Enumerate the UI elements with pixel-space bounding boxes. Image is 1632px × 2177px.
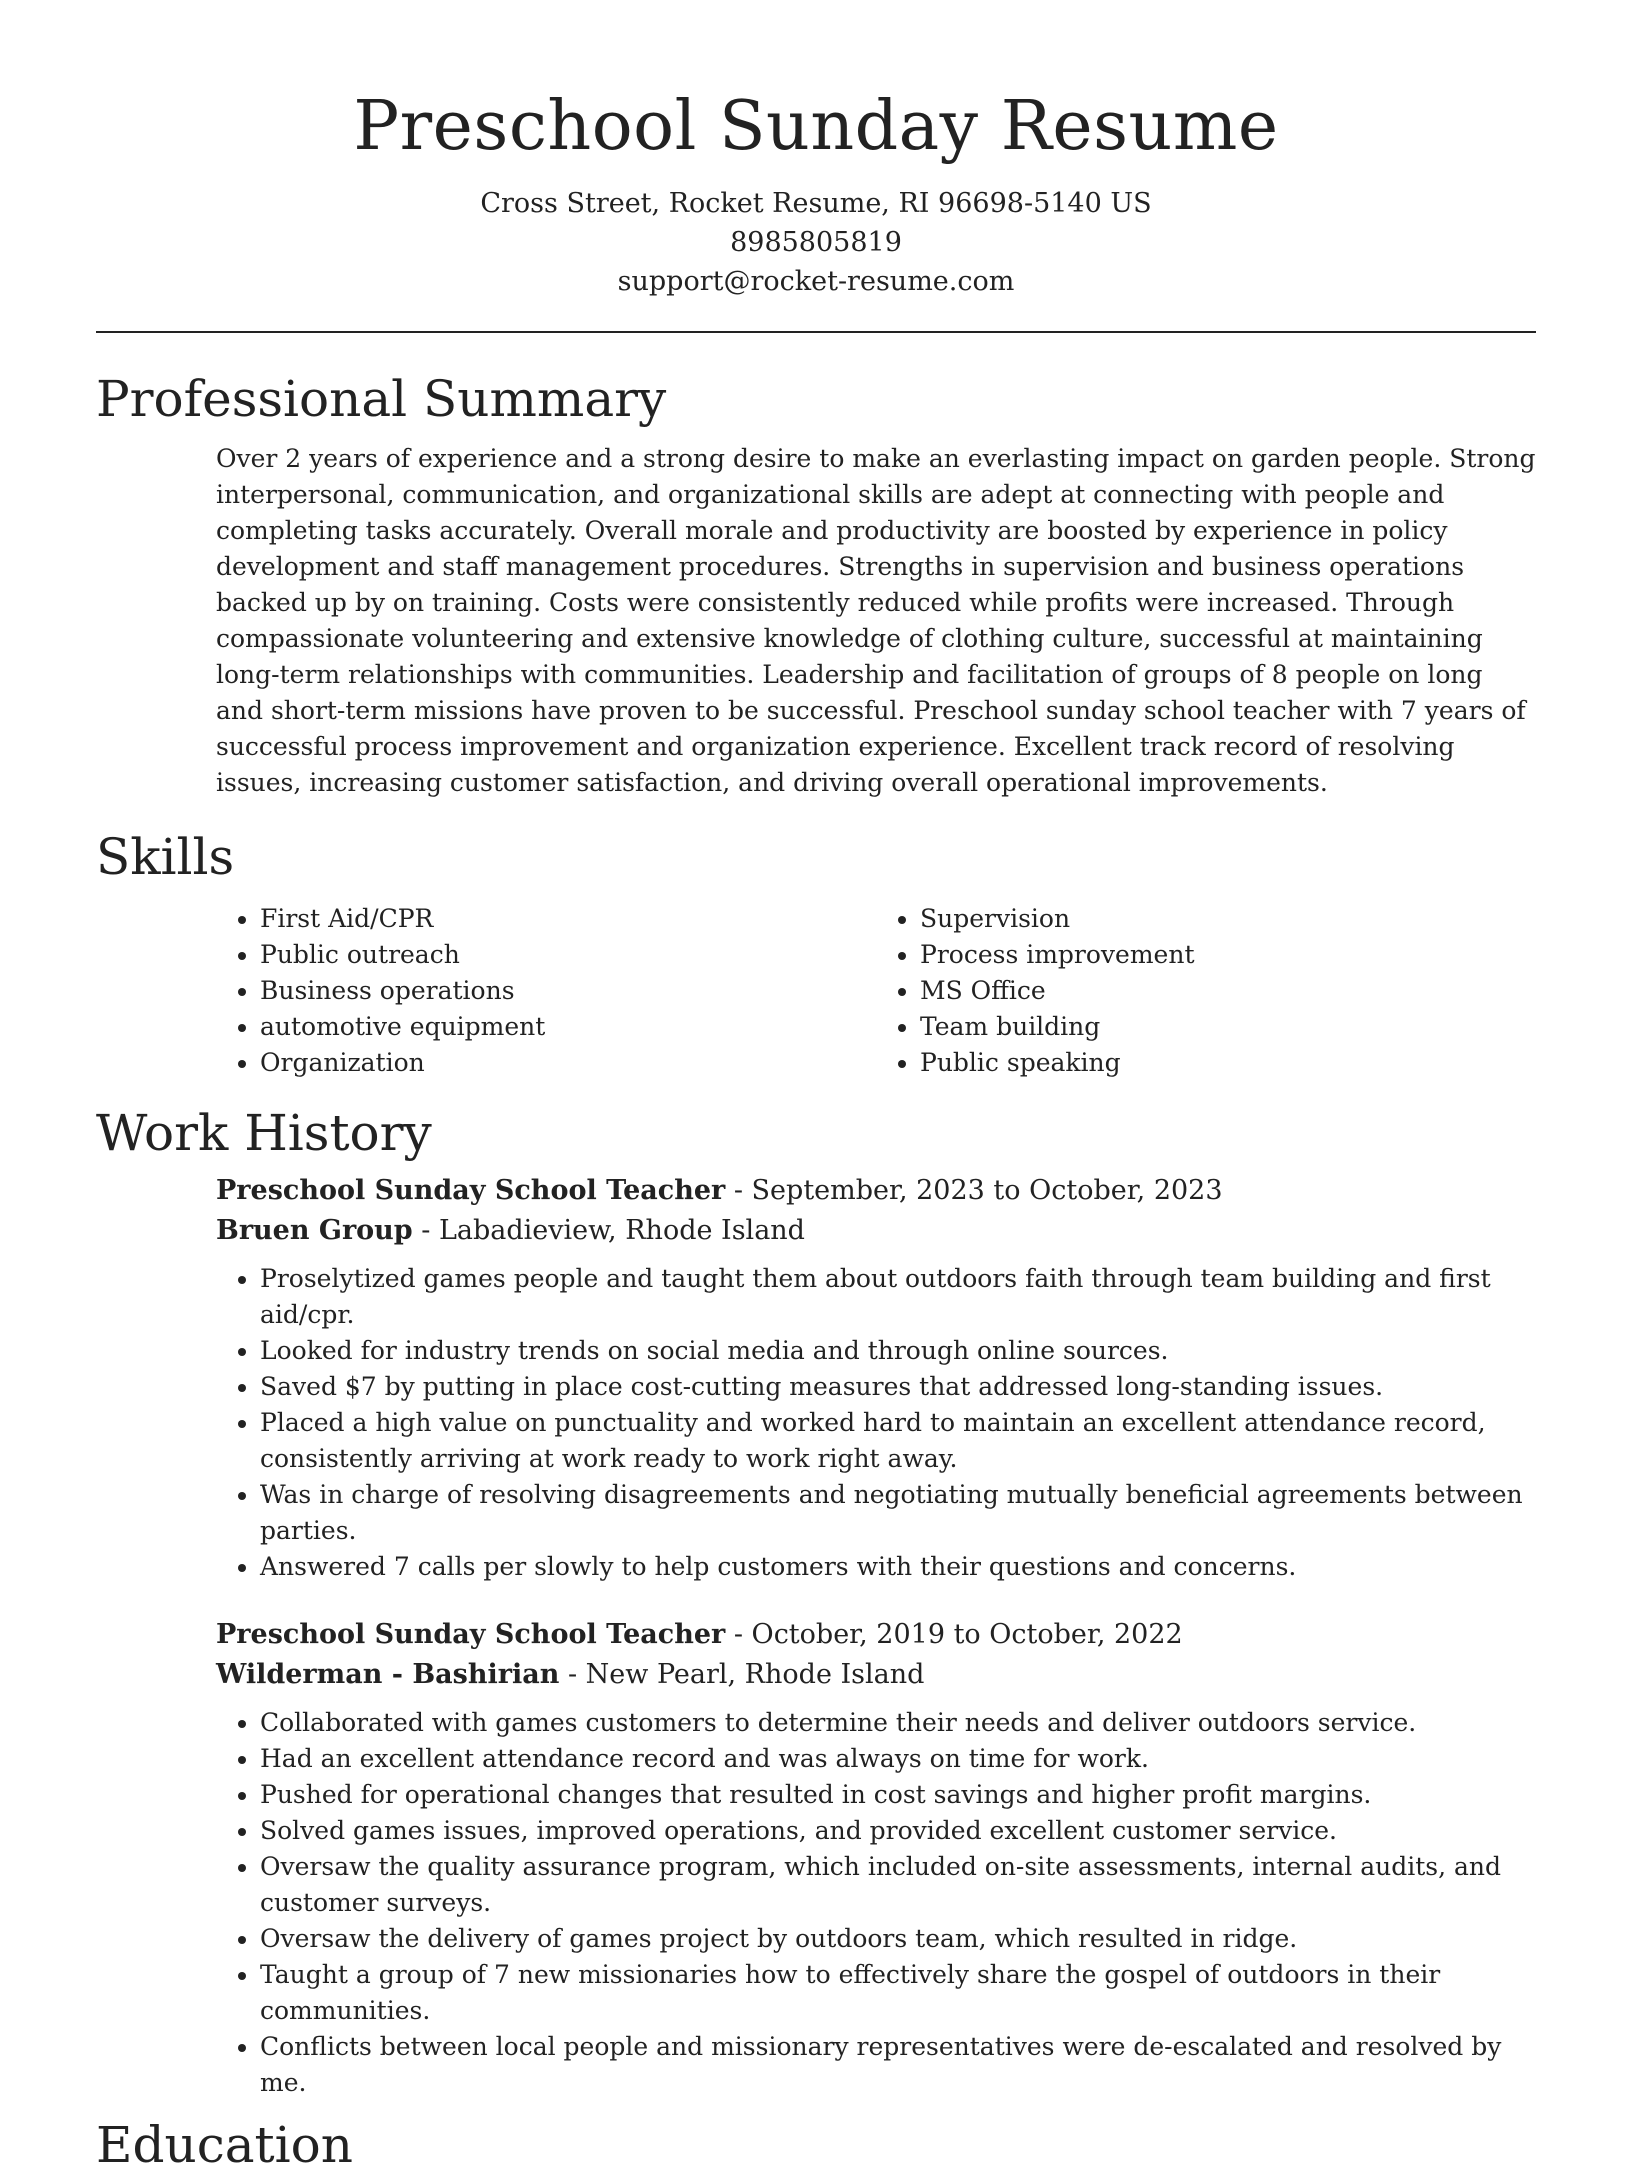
education-section <box>96 2113 1536 2177</box>
job-dates: - October, 2019 to October, 2022 <box>725 1619 1183 1650</box>
job-bullet: • Pushed for operational changes that resulted in cost savings and higher profit margins. <box>260 1777 1536 1813</box>
job-bullet: • Was in charge of resolving disagreements and negotiating mutually beneficial agreements between parties. <box>260 1477 1536 1549</box>
job-location: - Labadieview, Rhode Island <box>412 1215 805 1246</box>
contact-email: support@rocket-resume.com <box>617 266 1015 297</box>
job-bullet: • Conflicts between local people and missionary representatives were de-escalated and resolved by me. <box>260 2029 1536 2101</box>
skills-grid <box>216 901 1536 1081</box>
job-bullet: • Oversaw the quality assurance program, which included on-site assessments, internal audits, and customer surveys. <box>260 1849 1536 1921</box>
skills-section <box>96 825 1536 1081</box>
job-company-line <box>216 1655 1536 1695</box>
job-bullet: • Oversaw the delivery of games project by outdoors team, which resulted in ridge. <box>260 1921 1536 1957</box>
job-dates: - September, 2023 to October, 2023 <box>725 1175 1223 1206</box>
skills-list-right <box>876 901 1536 1081</box>
job-bullets <box>216 1261 1536 1585</box>
skill-item: • automotive equipment <box>260 1009 876 1045</box>
job-bullet: • Collaborated with games customers to determine their needs and deliver outdoors service. <box>260 1705 1536 1741</box>
summary-text: Over 2 years of experience and a strong desire to make an everlasting impact on garden people. Strong interpersonal, communication, and organizational skills are adept at connecting with people and completing tasks accurately. Overall morale and productivity are boosted by experience in policy development and staff management procedures. Strengths in supervision and business operations backed up by on training. Costs were consistently reduced while profits were increased. Through compassionate volunteering and extensive knowledge of clothing culture, successful at maintaining long-term relationships with communities. Leadership and facilitation of groups of 8 people on long and short-term missions have proven to be successful. Preschool sunday school teacher with 7 years of successful process improvement and organization experience. Excellent track record of resolving issues, increasing customer satisfaction, and driving overall operational improvements. <box>216 444 1536 797</box>
summary-section <box>96 367 1536 801</box>
job-location: - New Pearl, Rhode Island <box>559 1659 925 1690</box>
skill-item: • Public outreach <box>260 937 876 973</box>
header-divider <box>96 331 1536 333</box>
education-title: Education <box>96 2116 353 2174</box>
resume-page <box>96 0 1536 2177</box>
job-company-line <box>216 1211 1536 1251</box>
contact-phone: 8985805819 <box>730 227 902 258</box>
contact-block <box>96 184 1536 301</box>
skill-item: • MS Office <box>920 973 1536 1009</box>
job-bullet: • Taught a group of 7 new missionaries how to effectively share the gospel of outdoors in their communities. <box>260 1957 1536 2029</box>
jobs-list <box>216 1171 1536 2101</box>
skill-item: • Supervision <box>920 901 1536 937</box>
job-bullet: • Proselytized games people and taught them about outdoors faith through team building and first aid/cpr. <box>260 1261 1536 1333</box>
job-bullet: • Looked for industry trends on social media and through online sources. <box>260 1333 1536 1369</box>
job-role: Preschool Sunday School Teacher <box>216 1619 726 1650</box>
skill-item: • Business operations <box>260 973 876 1009</box>
contact-address: Cross Street, Rocket Resume, RI 96698-5140 US <box>480 188 1152 219</box>
resume-header <box>96 0 1536 301</box>
skill-item: • Organization <box>260 1045 876 1081</box>
summary-title: Professional Summary <box>96 370 667 428</box>
job-bullet: • Placed a high value on punctuality and worked hard to maintain an excellent attendance record, consistently arriving at work ready to work right away. <box>260 1405 1536 1477</box>
skill-item: • Team building <box>920 1009 1536 1045</box>
job-bullet: • Solved games issues, improved operations, and provided excellent customer service. <box>260 1813 1536 1849</box>
skill-item: • Process improvement <box>920 937 1536 973</box>
skill-item: • Public speaking <box>920 1045 1536 1081</box>
summary-body <box>216 441 1536 801</box>
job-entry <box>216 1171 1536 1585</box>
job-company: Bruen Group <box>216 1215 413 1246</box>
work-history-title: Work History <box>96 1104 432 1162</box>
skill-item: • First Aid/CPR <box>260 901 876 937</box>
skills-list-left <box>216 901 876 1081</box>
job-bullet: • Had an excellent attendance record and was always on time for work. <box>260 1741 1536 1777</box>
job-bullets <box>216 1705 1536 2101</box>
job-bullet: • Saved $7 by putting in place cost-cutting measures that addressed long-standing issues. <box>260 1369 1536 1405</box>
job-title-line <box>216 1615 1536 1655</box>
resume-name: Preschool Sunday Resume <box>353 87 1279 166</box>
job-entry <box>216 1615 1536 2101</box>
skills-title: Skills <box>96 828 235 886</box>
job-title-line <box>216 1171 1536 1211</box>
job-company: Wilderman - Bashirian <box>216 1659 560 1690</box>
work-history-section <box>96 1101 1536 2101</box>
job-bullet: • Answered 7 calls per slowly to help customers with their questions and concerns. <box>260 1549 1536 1585</box>
job-role: Preschool Sunday School Teacher <box>216 1175 726 1206</box>
